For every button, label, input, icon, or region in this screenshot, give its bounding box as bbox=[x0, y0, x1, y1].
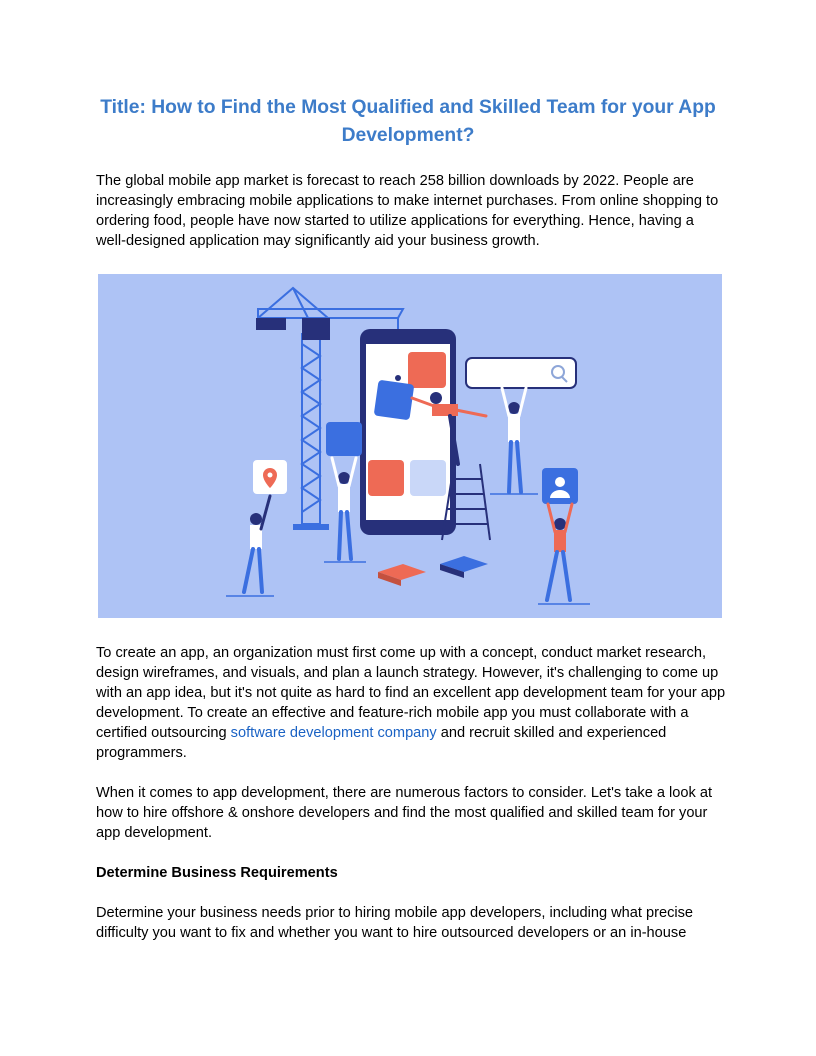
factors-paragraph: When it comes to app development, there are numerous factors to consider. Let's take a look at how to hire offshore & onshore developers and find the most qualified and skilled team for your app development. bbox=[96, 785, 713, 841]
location-pin-icon bbox=[253, 460, 287, 494]
software-development-company-link[interactable]: software development company bbox=[230, 725, 437, 741]
user-profile-icon bbox=[542, 468, 578, 504]
smartphone-icon bbox=[360, 329, 456, 535]
search-bar-icon bbox=[466, 358, 576, 388]
concept-paragraph bbox=[96, 643, 726, 763]
intro-paragraph: The global mobile app market is forecast to reach 258 billion downloads by 2022. People are increasingly embracing mobile applications to make internet purchases. From online shopping to ordering food, people have now started to utilize applications for everything. Hence, having a well-designed application may significantly aid your business growth. bbox=[96, 173, 719, 249]
paragraph-text: To create an app, an organization must first come up with a concept, conduct market research, design wireframes, and visuals, and plan a launch strategy. However, it's challenging to come up with an app idea, but it's not quite as hard to find an excellent app development team for your app development. To create an effective and feature-rich mobile app you must collaborate with a certified outsourcing bbox=[96, 645, 726, 741]
app-development-illustration bbox=[98, 274, 722, 618]
section-heading: Determine Business Requirements bbox=[96, 865, 338, 881]
page-title: Title: How to Find the Most Qualified and Skilled Team for your App Development? bbox=[100, 97, 716, 146]
paragraph-text: and recruit skilled and experienced programmers. bbox=[96, 725, 667, 761]
requirements-paragraph: Determine your business needs prior to hiring mobile app developers, including what precise difficulty you want to fix and whether you want to hire outsourced developers or an in-house bbox=[96, 905, 694, 941]
